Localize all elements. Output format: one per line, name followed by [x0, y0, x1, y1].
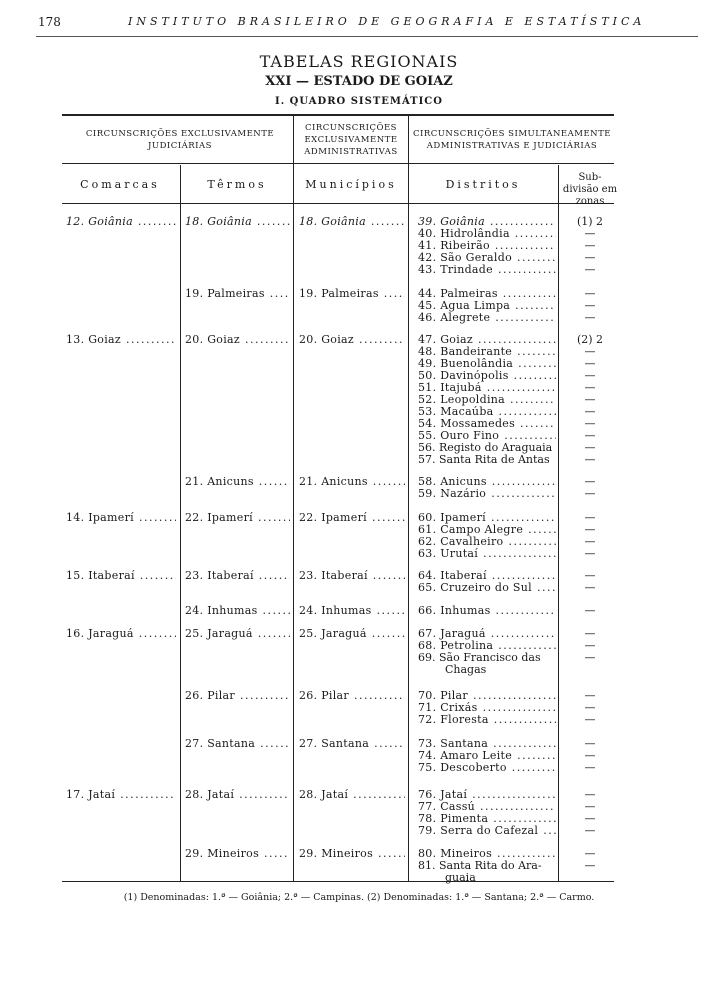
distrito-entry: 78. Pimenta .....	[418, 813, 556, 825]
termo-entry: 28. Jataí .....	[185, 789, 290, 801]
distrito-entry: 65. Cruzeiro do Sul .....	[418, 582, 556, 594]
zona-value: —	[584, 689, 596, 702]
distrito-entry: 55. Ouro Fino .....	[418, 430, 556, 442]
group-header-admin: CIRCUNSCRIÇÕES EXCLUSIVAMENTE ADMINISTRATIVAS	[304, 123, 398, 157]
distrito-entry: 62. Cavalheiro .....	[418, 536, 556, 548]
zona-value: —	[584, 405, 596, 418]
group-header-judicial: CIRCUNSCRIÇÕES EXCLUSIVAMENTE JUDICIÁRIAS	[85, 129, 275, 151]
zona-value: —	[584, 475, 596, 488]
distrito-entry: 68. Petrolina .....	[418, 640, 556, 652]
zona-value: (2) 2	[576, 333, 604, 346]
termo-entry: 24. Inhumas .....	[185, 605, 290, 617]
distrito-entry: 76. Jataí .....	[418, 789, 556, 801]
municipio-entry: 19. Palmeiras .....	[299, 288, 405, 300]
col-divider-4	[558, 165, 559, 881]
termo-entry: 25. Jaraguá .....	[185, 628, 290, 640]
zona-value: —	[584, 535, 596, 548]
zona-value: —	[584, 345, 596, 358]
page-number: 178	[38, 15, 61, 29]
termo-entry: 21. Anicuns .....	[185, 476, 290, 488]
distrito-entry: 73. Santana .....	[418, 738, 556, 750]
distrito-entry: 64. Itaberaí .....	[418, 570, 556, 582]
state-title: XXI — ESTADO DE GOIAZ	[265, 74, 453, 89]
zona-value: —	[584, 737, 596, 750]
col-divider-3	[408, 116, 409, 881]
zona-value: —	[584, 639, 596, 652]
distrito-entry: 81. Santa Rita do Ara-	[418, 860, 542, 872]
termo-entry: 23. Itaberaí .....	[185, 570, 290, 582]
distrito-entry: 47. Goiaz .....	[418, 334, 556, 346]
municipio-entry: 28. Jataí .....	[299, 789, 405, 801]
termo-entry: 20. Goiaz .....	[185, 334, 290, 346]
comarca-entry: 12. Goiânia .....	[66, 216, 176, 228]
distrito-entry: 50. Davinópolis .....	[418, 370, 556, 382]
zona-value: —	[584, 227, 596, 240]
municipio-entry: 24. Inhumas .....	[299, 605, 405, 617]
zona-value: —	[584, 581, 596, 594]
municipio-entry: 20. Goiaz .....	[299, 334, 405, 346]
distrito-entry: 70. Pilar .....	[418, 690, 556, 702]
zona-value: —	[584, 749, 596, 762]
zona-value: —	[584, 824, 596, 837]
zona-value: —	[584, 441, 596, 454]
zona-value: —	[584, 627, 596, 640]
distrito-entry: 79. Serra do Cafezal .....	[418, 825, 556, 837]
municipio-entry: 18. Goiânia .....	[299, 216, 405, 228]
zona-value: —	[584, 429, 596, 442]
distrito-entry: 58. Anicuns .....	[418, 476, 556, 488]
col-header-subdivisao: Sub-divisão em zonas	[562, 172, 618, 207]
distrito-entry: 60. Ipamerí .....	[418, 512, 556, 524]
zona-value: —	[584, 311, 596, 324]
zona-value: —	[584, 569, 596, 582]
zona-value: —	[584, 369, 596, 382]
distrito-entry: 52. Leopoldina .....	[418, 394, 556, 406]
col-header-termos: Têrmos	[207, 178, 267, 191]
comarca-entry: 16. Jaraguá .....	[66, 628, 176, 640]
municipio-entry: 25. Jaraguá .....	[299, 628, 405, 640]
zona-value: —	[584, 604, 596, 617]
distrito-entry: 61. Campo Alegre .....	[418, 524, 556, 536]
zona-value: —	[584, 487, 596, 500]
municipio-entry: 26. Pilar .....	[299, 690, 405, 702]
zona-value: —	[584, 287, 596, 300]
comarca-entry: 13. Goiaz .....	[66, 334, 176, 346]
zona-value: —	[584, 701, 596, 714]
comarca-entry: 17. Jataí .....	[66, 789, 176, 801]
distrito-entry: 39. Goiânia .....	[418, 216, 556, 228]
column-header-rule	[62, 203, 614, 204]
distrito-entry: 63. Urutaí .....	[418, 548, 556, 560]
distrito-entry: 46. Alegrete .....	[418, 312, 556, 324]
distrito-entry: 75. Descoberto .....	[418, 762, 556, 774]
zona-value: —	[584, 847, 596, 860]
termo-entry: 18. Goiânia .....	[185, 216, 290, 228]
termo-entry: 29. Mineiros .....	[185, 848, 290, 860]
distrito-entry: 44. Palmeiras .....	[418, 288, 556, 300]
zona-value: —	[584, 357, 596, 370]
municipio-entry: 29. Mineiros .....	[299, 848, 405, 860]
zona-value: —	[584, 859, 596, 872]
distrito-entry: 51. Itajubá .....	[418, 382, 556, 394]
distrito-entry: 69. São Francisco das	[418, 652, 541, 664]
distrito-entry: 74. Amaro Leite .....	[418, 750, 556, 762]
header-rule	[36, 36, 698, 37]
main-title: TABELAS REGIONAIS	[259, 52, 459, 71]
running-header	[38, 15, 698, 37]
zona-value: —	[584, 761, 596, 774]
zona-value: —	[584, 393, 596, 406]
zona-value: —	[584, 299, 596, 312]
distrito-entry: 66. Inhumas .....	[418, 605, 556, 617]
distrito-entry: 53. Macaúba .....	[418, 406, 556, 418]
col-divider-1	[180, 165, 181, 881]
col-divider-2	[293, 116, 294, 881]
table-top-rule	[62, 114, 614, 116]
zona-value: —	[584, 511, 596, 524]
termo-entry: 22. Ipamerí .....	[185, 512, 290, 524]
zona-value: —	[584, 453, 596, 466]
distrito-entry: 71. Crixás .....	[418, 702, 556, 714]
zona-value: —	[584, 239, 596, 252]
distrito-entry-cont: guaia	[445, 872, 476, 884]
termo-entry: 26. Pilar .....	[185, 690, 290, 702]
municipio-entry: 22. Ipamerí .....	[299, 512, 405, 524]
zona-value: (1) 2	[576, 215, 604, 228]
zona-value: —	[584, 812, 596, 825]
section-title: I. QUADRO SISTEMÁTICO	[275, 96, 443, 107]
distrito-entry: 80. Mineiros .....	[418, 848, 556, 860]
distrito-entry: 41. Ribeirão .....	[418, 240, 556, 252]
zona-value: —	[584, 263, 596, 276]
distrito-entry: 45. Água Limpa .....	[418, 300, 556, 312]
municipio-entry: 27. Santana .....	[299, 738, 405, 750]
termo-entry: 19. Palmeiras .....	[185, 288, 290, 300]
zona-value: —	[584, 713, 596, 726]
distrito-entry: 59. Nazário .....	[418, 488, 556, 500]
col-header-municipios: Municípios	[305, 178, 397, 191]
distrito-entry: 67. Jaraguá .....	[418, 628, 556, 640]
distrito-entry: 77. Cassú .....	[418, 801, 556, 813]
zona-value: —	[584, 800, 596, 813]
distrito-entry-cont: Chagas	[445, 664, 487, 676]
zona-value: —	[584, 417, 596, 430]
zona-value: —	[584, 547, 596, 560]
zona-value: —	[584, 788, 596, 801]
distrito-entry: 54. Mossamedes .....	[418, 418, 556, 430]
municipio-entry: 23. Itaberaí .....	[299, 570, 405, 582]
municipio-entry: 21. Anicuns .....	[299, 476, 405, 488]
zona-value: —	[584, 523, 596, 536]
zona-value: —	[584, 381, 596, 394]
termo-entry: 27. Santana .....	[185, 738, 290, 750]
zona-value: —	[584, 651, 596, 664]
group-header-both: CIRCUNSCRIÇÕES SIMULTANEAMENTE ADMINISTRATIVAS E JUDICIÁRIAS	[413, 129, 611, 151]
institute-name: INSTITUTO BRASILEIRO DE GEOGRAFIA E ESTATÍSTICA	[128, 15, 646, 28]
distrito-entry: 40. Hidrolândia .....	[418, 228, 556, 240]
distrito-entry: 48. Bandeirante .....	[418, 346, 556, 358]
group-header-rule	[62, 163, 614, 164]
col-header-comarcas: Comarcas	[80, 178, 160, 191]
comarca-entry: 15. Itaberaí .....	[66, 570, 176, 582]
comarca-entry: 14. Ipamerí .....	[66, 512, 176, 524]
col-header-distritos: Distritos	[445, 178, 521, 191]
distrito-entry: 43. Trindade .....	[418, 264, 556, 276]
distrito-entry: 72. Floresta .....	[418, 714, 556, 726]
distrito-entry: 57. Santa Rita de Antas	[418, 454, 550, 466]
distrito-entry: 56. Registo do Araguaia	[418, 442, 553, 454]
distrito-entry: 42. São Geraldo .....	[418, 252, 556, 264]
distrito-entry: 49. Buenolândia .....	[418, 358, 556, 370]
footnote: (1) Denominadas: 1.ª — Goiânia; 2.ª — Campinas. (2) Denominadas: 1.ª — Santana; 2.ª — Carmo.	[123, 892, 595, 903]
zona-value: —	[584, 251, 596, 264]
